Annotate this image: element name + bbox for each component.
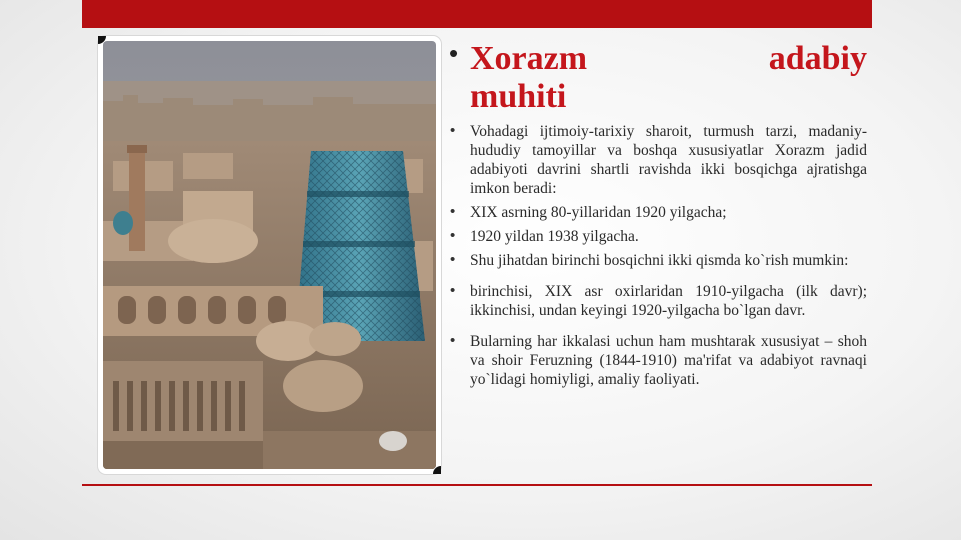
title-line-1: Xorazm adabiy bbox=[470, 40, 867, 77]
list-item: • 1920 yildan 1938 yilgacha. bbox=[450, 227, 639, 245]
city-photo bbox=[98, 36, 441, 474]
city-photo-image bbox=[103, 41, 436, 469]
title-block bbox=[447, 40, 867, 116]
title-line-2: muhiti bbox=[470, 78, 567, 115]
list-item: • XIX asrning 80-yillaridan 1920 yilgacha; bbox=[450, 203, 727, 221]
slide-content bbox=[447, 40, 867, 389]
list-item: • Shu jihatdan birinchi bosqichni ikki qismda ko`rish mumkin: bbox=[450, 251, 849, 269]
bottom-accent-rule bbox=[82, 484, 872, 486]
title-bullet: • bbox=[449, 38, 459, 68]
bullet-list bbox=[447, 122, 867, 389]
list-item: • birinchisi, XIX asr oxirlaridan 1910-yilgacha (ilk davr); ikkinchisi, undan keyingi 1920-yilgacha bo`lgan davr. bbox=[450, 282, 867, 319]
slide-title bbox=[470, 40, 867, 116]
list-item: • Bularning har ikkalasi uchun ham mushtarak xususiyat – shoh va shoir Feruzning (1844-1910) ma'rifat va adabiyot ravnaqi yo`lidagi homiyligi, amaliy faoliyati. bbox=[450, 332, 867, 388]
top-accent-bar bbox=[82, 0, 872, 28]
list-item: • Vohadagi ijtimoiy-tarixiy sharoit, turmush tarzi, madaniy-hududiy tamoyillar va boshqa xususiyatlar Xorazm jadid adabiyoti davrini shartli ravishda ikki bosqichga ajratishga imkon beradi: bbox=[450, 122, 867, 197]
